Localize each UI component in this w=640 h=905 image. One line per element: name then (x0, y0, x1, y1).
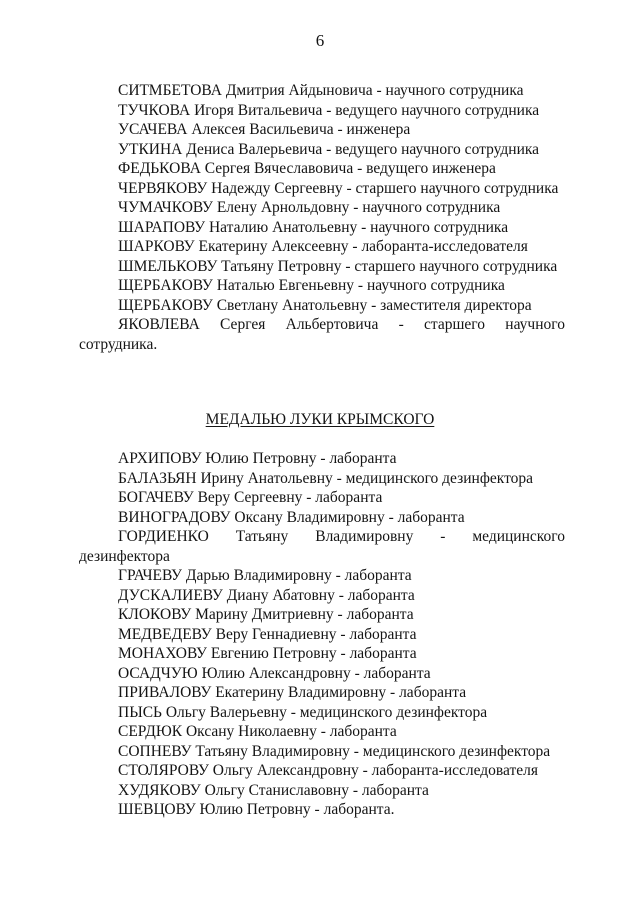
list-item: ДУСКАЛИЕВУ Диану Абатовну - лаборанта (118, 586, 415, 604)
list-item: ШЕВЦОВУ Юлию Петровну - лаборанта. (118, 801, 395, 818)
list-item: ШМЕЛЬКОВУ Татьяну Петровну - старшего научного сотрудника (118, 257, 558, 275)
list-item: БАЛАЗЬЯН Ирину Анатольевну - медицинского дезинфектора (118, 469, 534, 487)
list-item: СТОЛЯРОВУ Ольгу Александровну - лаборанта-исследователя (118, 762, 539, 779)
page-number: 6 (315, 31, 325, 50)
list-item: ОСАДЧУЮ Юлию Александровну - лаборанта (118, 664, 431, 682)
list-item: СОПНЕВУ Татьяну Владимировну - медицинского дезинфектора (118, 742, 551, 760)
list-item: ЯКОВЛЕВА Сергея Альбертовича - старшего научного сотрудника. (79, 316, 565, 353)
list-item: ШАРАПОВУ Наталию Анатольевну - научного сотрудника (118, 218, 509, 236)
list-item: ШАРКОВУ Екатерину Алексеевну - лаборанта-исследователя (118, 238, 528, 255)
list-item: ПРИВАЛОВУ Екатерину Владимировну - лаборанта (118, 684, 467, 701)
awardee-list-medal (79, 449, 565, 820)
list-item: МОНАХОВУ Евгению Петровну - лаборанта (118, 645, 417, 662)
list-item: ФЕДЬКОВА Сергея Вячеславовича - ведущего инженера (118, 160, 496, 177)
list-item: АРХИПОВУ Юлию Петровну - лаборанта (118, 450, 397, 467)
list-item: ЧЕРВЯКОВУ Надежду Сергеевну - старшего научного сотрудника (118, 179, 559, 197)
list-item: ЧУМАЧКОВУ Елену Арнольдовну - научного сотрудника (118, 199, 501, 216)
list-item: УСАЧЕВА Алексея Васильевича - инженера (118, 121, 411, 138)
list-item: КЛОКОВУ Марину Дмитриевну - лаборанта (118, 606, 414, 623)
list-item: ГРАЧЕВУ Дарью Владимировну - лаборанта (118, 567, 412, 584)
list-item: ЩЕРБАКОВУ Светлану Анатольевну - заместителя директора (118, 296, 532, 314)
list-item: МЕДВЕДЕВУ Веру Геннадиевну - лаборанта (118, 625, 417, 643)
section-heading (0, 410, 640, 430)
list-item: БОГАЧЕВУ Веру Сергеевну - лаборанта (118, 489, 383, 506)
list-item: СЕРДЮК Оксану Николаевну - лаборанта (118, 723, 397, 740)
list-item: ЩЕРБАКОВУ Наталью Евгеньевну - научного сотрудника (118, 277, 505, 294)
list-item: ВИНОГРАДОВУ Оксану Владимировну - лаборанта (118, 508, 465, 526)
section-heading-text: МЕДАЛЬЮ ЛУКИ КРЫМСКОГО (205, 411, 435, 428)
list-item: ХУДЯКОВУ Ольгу Станиславовну - лаборанта (118, 781, 429, 799)
list-item: ГОРДИЕНКО Татьяну Владимировну - медицинского дезинфектора (79, 528, 565, 565)
list-item: УТКИНА Дениса Валерьевича - ведущего научного сотрудника (118, 140, 540, 158)
awardee-list-continued (79, 81, 565, 354)
list-item: ТУЧКОВА Игоря Витальевича - ведущего научного сотрудника (118, 101, 540, 119)
list-item: СИТМБЕТОВА Дмитрия Айдыновича - научного сотрудника (118, 82, 524, 99)
list-item: ПЫСЬ Ольгу Валерьевну - медицинского дезинфектора (118, 703, 488, 721)
